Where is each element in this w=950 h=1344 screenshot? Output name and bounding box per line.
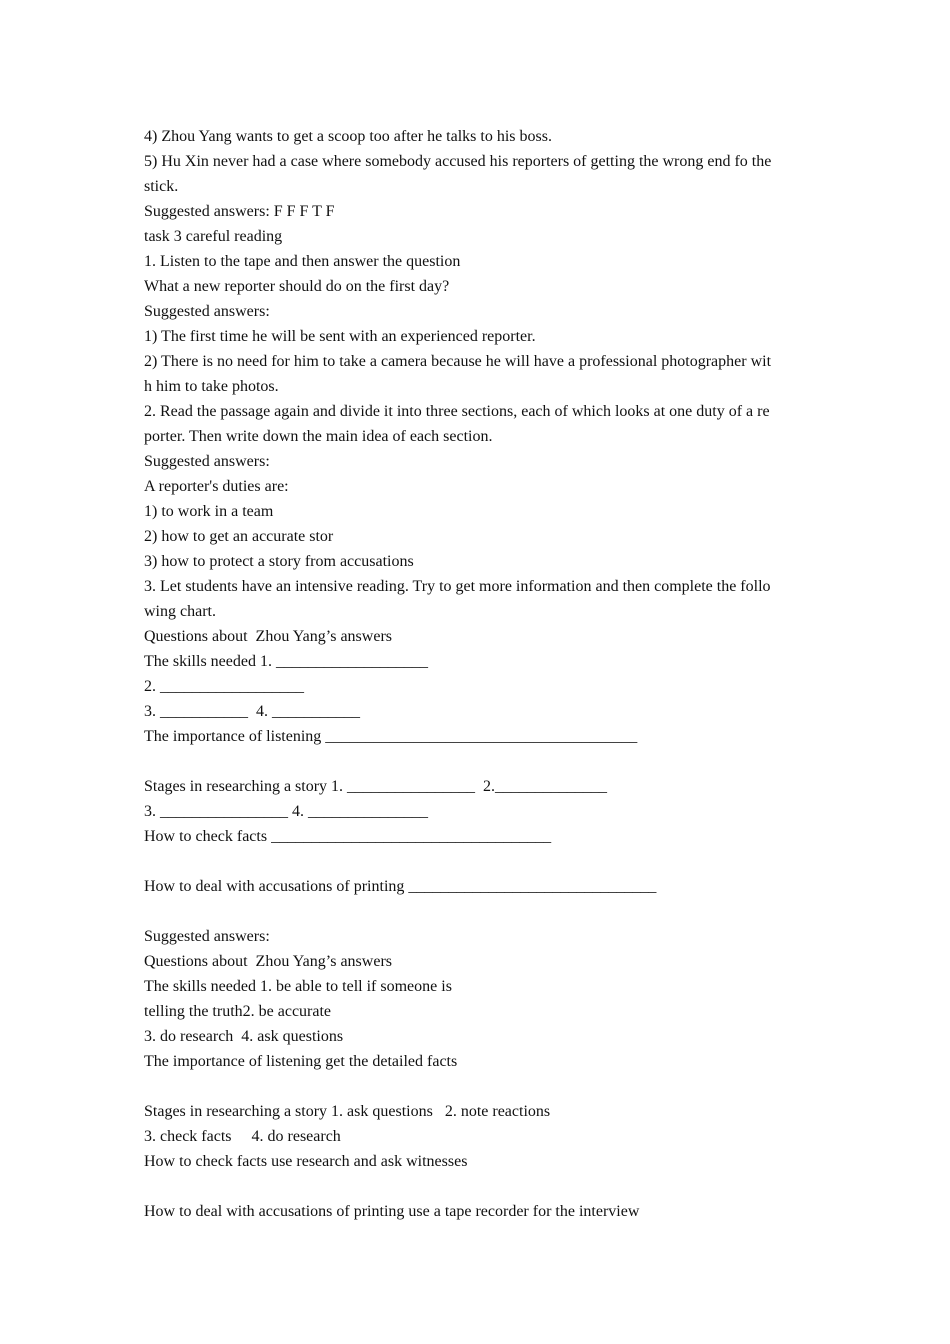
text-line: How to check facts ___________________________________ (144, 828, 552, 845)
blank-line (144, 849, 806, 874)
text-line: 1. Listen to the tape and then answer the question (144, 253, 461, 270)
text-line: h him to take photos. (144, 378, 279, 395)
text-line: stick. (144, 178, 179, 195)
text-line: What a new reporter should do on the first day? (144, 278, 450, 295)
text-line: 4) Zhou Yang wants to get a scoop too after he talks to his boss. (144, 128, 552, 145)
text-line: 3. check facts 4. do research (144, 1128, 341, 1145)
text-line: 3. do research 4. ask questions (144, 1028, 344, 1045)
text-line: 5) Hu Xin never had a case where somebody accused his reporters of getting the wrong end fo the (144, 153, 772, 170)
text-line: Questions about Zhou Yang’s answers (144, 628, 392, 645)
text-line: Stages in researching a story 1. ________________ 2.______________ (144, 778, 608, 795)
text-line: 3. ________________ 4. _______________ (144, 803, 428, 820)
document-page (144, 124, 806, 1224)
text-line: 1) to work in a team (144, 503, 274, 520)
text-line: Suggested answers: (144, 303, 270, 320)
text-line: Suggested answers: F F F T F (144, 203, 335, 220)
text-line: The skills needed 1. ___________________ (144, 653, 428, 670)
text-line: 1) The first time he will be sent with an experienced reporter. (144, 328, 536, 345)
text-line: The importance of listening _______________________________________ (144, 728, 638, 745)
text-line: Questions about Zhou Yang’s answers (144, 953, 392, 970)
text-line: A reporter's duties are: (144, 478, 289, 495)
text-line: The skills needed 1. be able to tell if someone is (144, 978, 452, 995)
blank-line (144, 1074, 806, 1099)
text-line: 3. Let students have an intensive reading. Try to get more information and then complete the follo (144, 578, 771, 595)
text-line: How to deal with accusations of printing use a tape recorder for the interview (144, 1203, 640, 1220)
text-line: telling the truth2. be accurate (144, 1003, 332, 1020)
text-line: Stages in researching a story 1. ask questions 2. note reactions (144, 1103, 551, 1120)
text-line: The importance of listening get the detailed facts (144, 1053, 458, 1070)
blank-line (144, 1174, 806, 1199)
text-line: 2. __________________ (144, 678, 304, 695)
text-line: 2) There is no need for him to take a camera because he will have a professional photographer wit (144, 353, 772, 370)
text-line: 3. ___________ 4. ___________ (144, 703, 360, 720)
text-line: Suggested answers: (144, 928, 270, 945)
text-line: 3) how to protect a story from accusations (144, 553, 414, 570)
text-line: 2) how to get an accurate stor (144, 528, 334, 545)
text-line: Suggested answers: (144, 453, 270, 470)
text-line: wing chart. (144, 603, 216, 620)
text-line: task 3 careful reading (144, 228, 283, 245)
blank-line (144, 899, 806, 924)
text-line: 2. Read the passage again and divide it into three sections, each of which looks at one duty of a re (144, 403, 770, 420)
blank-line (144, 749, 806, 774)
text-line: porter. Then write down the main idea of each section. (144, 428, 493, 445)
text-line: How to deal with accusations of printing _______________________________ (144, 878, 657, 895)
text-line: How to check facts use research and ask witnesses (144, 1153, 468, 1170)
